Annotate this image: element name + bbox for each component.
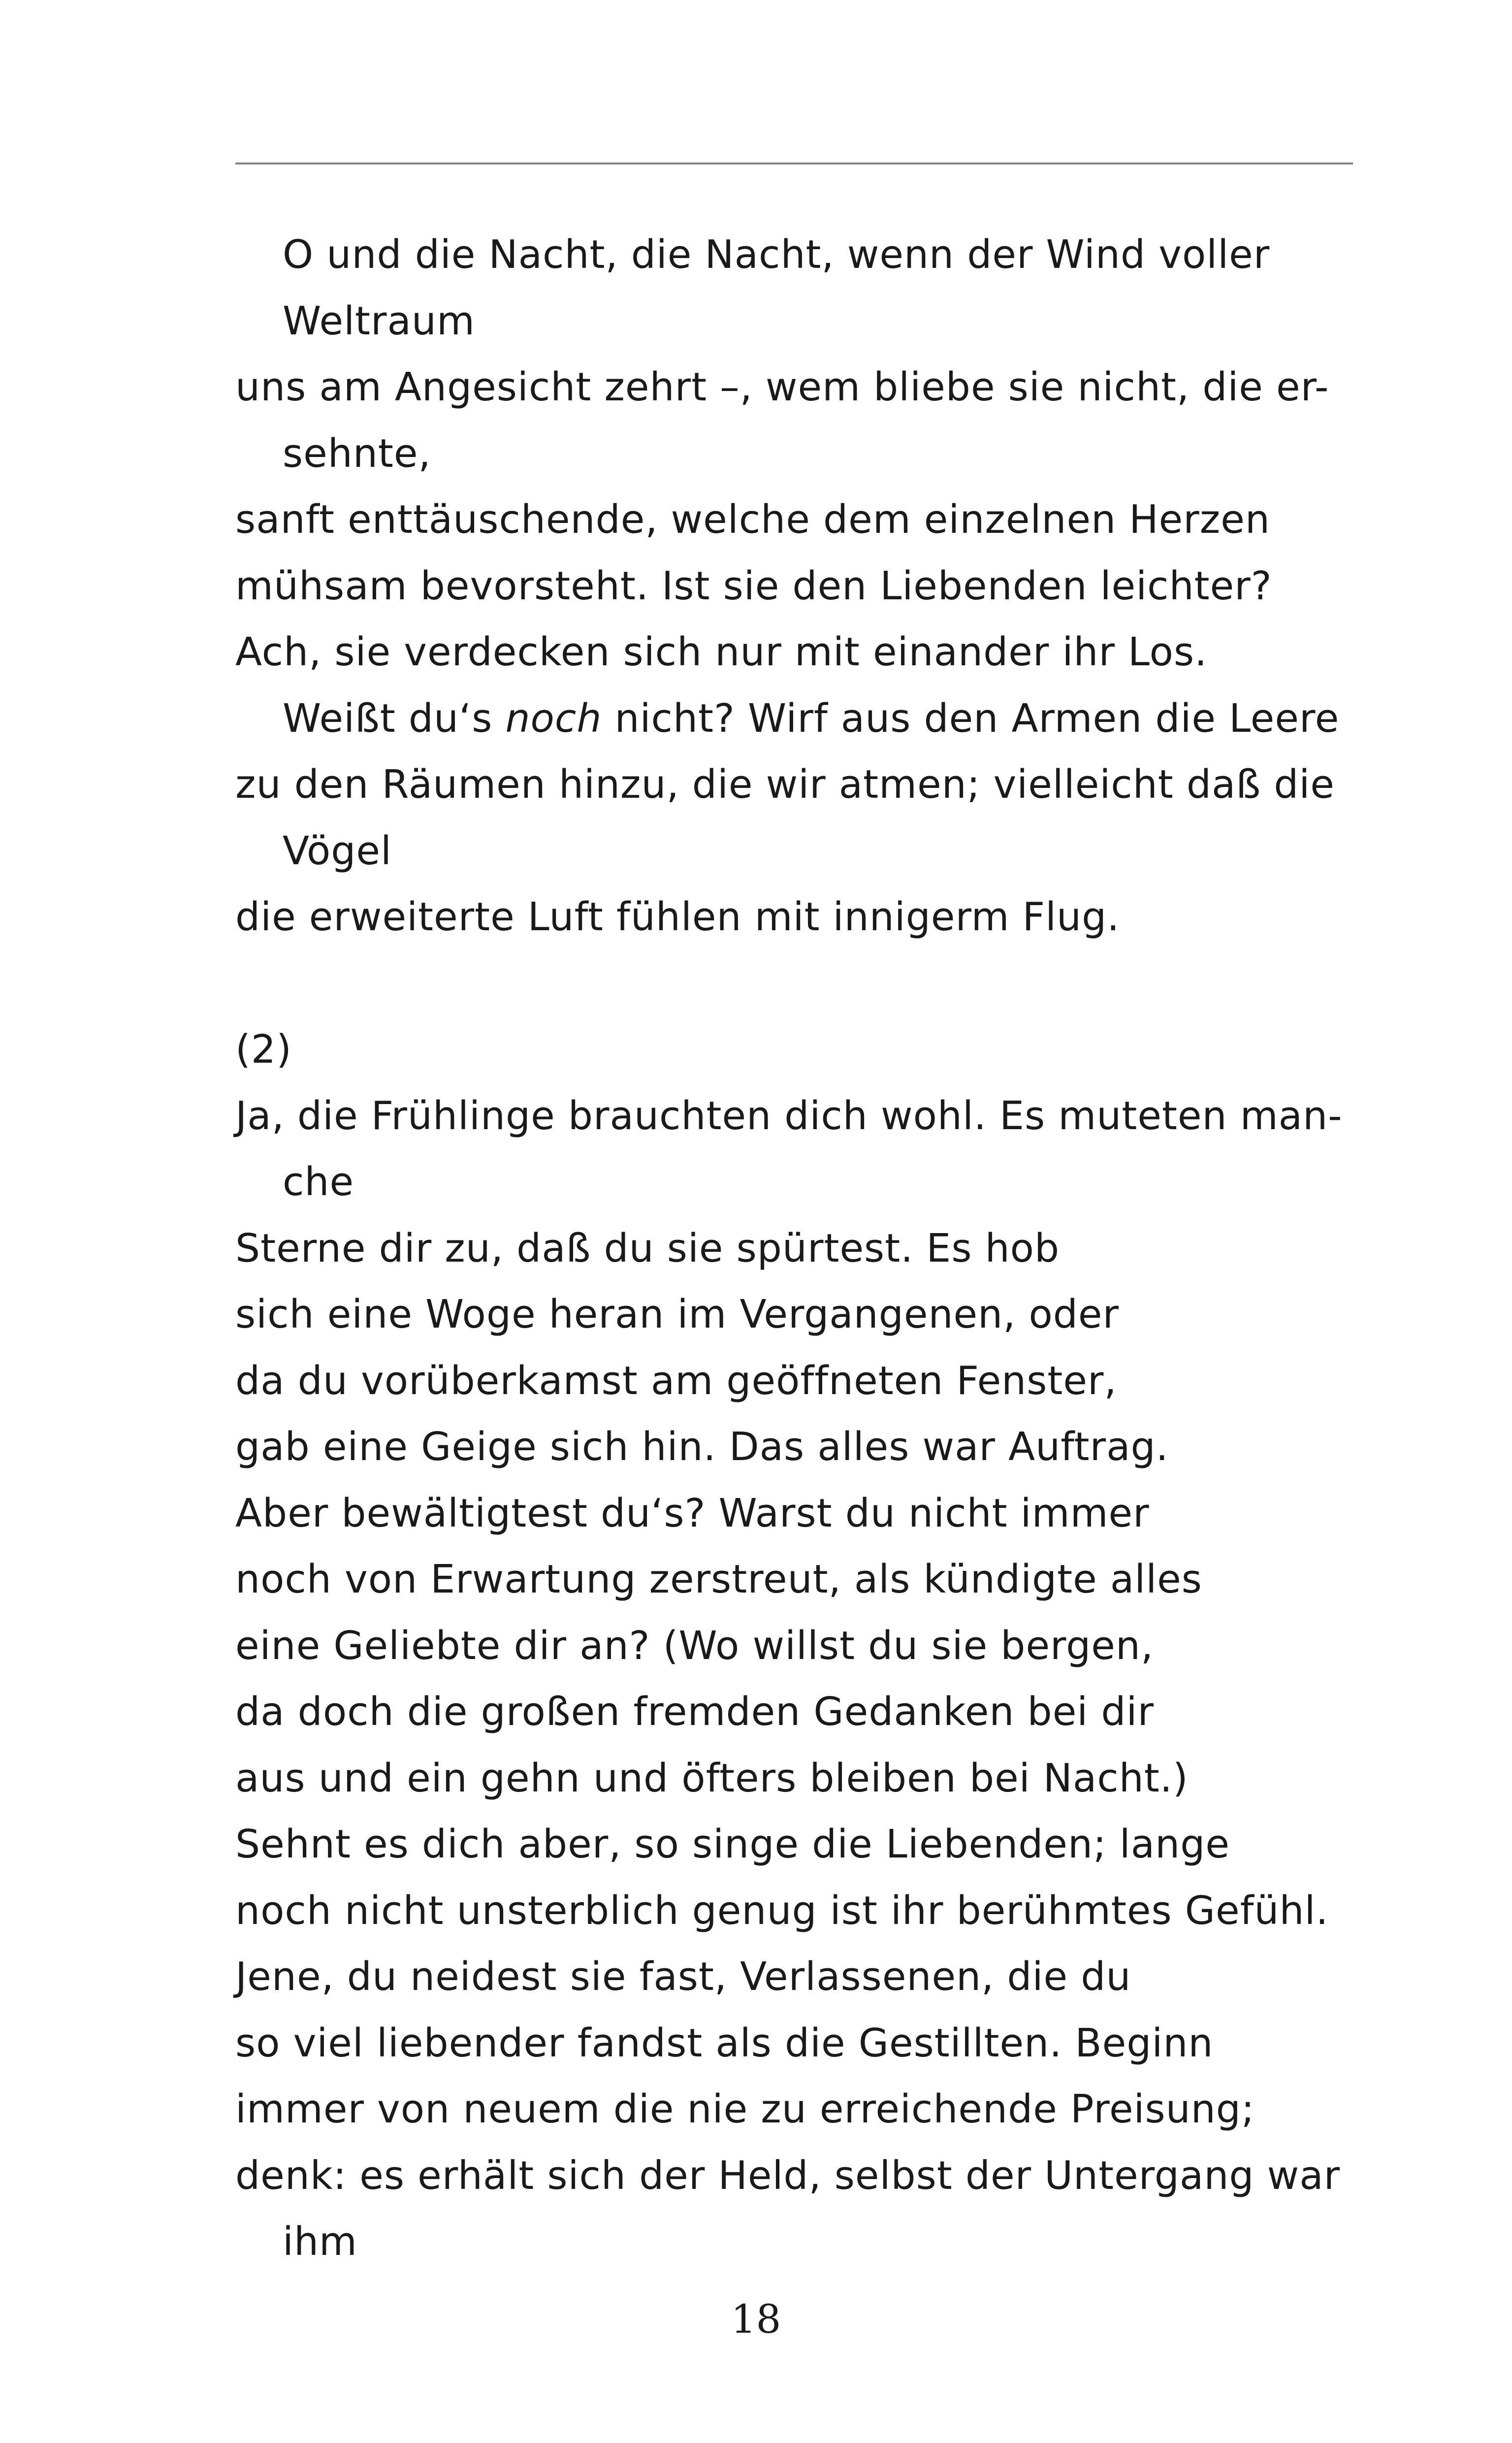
poem-line [235, 685, 1417, 752]
poem-line-continuation: Vögel [283, 828, 392, 874]
poem-line: aus und ein gehn und öfters bleiben bei Nacht.) [235, 1755, 1189, 1801]
header-rule [235, 163, 1353, 164]
page-number: 18 [731, 2296, 781, 2342]
poem-line-segment: nicht? Wirf aus den Armen die Leere [602, 695, 1340, 741]
poem-line: uns am Angesicht zehrt –, wem bliebe sie nicht, die er- [235, 364, 1329, 410]
poem-line: da du vorüberkamst am geöffneten Fenster, [235, 1358, 1117, 1403]
poem-line: Sehnt es dich aber, so singe die Liebenden; lange [235, 1822, 1230, 1867]
poem-line-continuation: sehnte, [283, 430, 431, 476]
poem-line: mühsam bevorsteht. Ist sie den Liebenden leichter? [235, 563, 1272, 609]
poem-line: Ach, sie verdecken sich nur mit einander ihr Los. [235, 629, 1208, 675]
poem-line: O und die Nacht, die Nacht, wenn der Wind voller [283, 232, 1270, 277]
poem-line: so viel liebender fandst als die Gestillten. Beginn [235, 2020, 1214, 2066]
poem-line: gab eine Geige sich hin. Das alles war Auftrag. [235, 1424, 1169, 1469]
poem-line: Jene, du neidest sie fast, Verlassenen, die du [235, 1954, 1131, 1999]
poem-line: da doch die großen fremden Gedanken bei dir [235, 1689, 1154, 1734]
poem-text [235, 222, 1417, 2275]
poem-line: noch nicht unsterblich genug ist ihr berühmtes Gefühl. [235, 1888, 1329, 1933]
poem-line-continuation: Weltraum [283, 298, 475, 344]
poem-line: zu den Räumen hinzu, die wir atmen; vielleicht daß die [235, 762, 1335, 807]
section-marker: (2) [235, 1027, 292, 1072]
poem-line-continuation: che [283, 1159, 354, 1205]
poem-line: sich eine Woge heran im Vergangenen, oder [235, 1292, 1120, 1337]
poem-line: immer von neuem die nie zu erreichende Preisung; [235, 2086, 1255, 2132]
poem-line-segment: Weißt du‘s [283, 695, 506, 741]
poem-line: eine Geliebte dir an? (Wo willst du sie bergen, [235, 1623, 1154, 1668]
poem-line-continuation: ihm [283, 2219, 357, 2264]
poem-line: denk: es erhält sich der Held, selbst der Untergang war [235, 2152, 1341, 2198]
stanza-gap [235, 950, 1417, 1017]
poem-line: die erweiterte Luft fühlen mit innigerm Flug. [235, 894, 1120, 940]
poem-line: noch von Erwartung zerstreut, als kündigte alles [235, 1557, 1202, 1602]
poem-line: Aber bewältigtest du‘s? Warst du nicht immer [235, 1490, 1150, 1536]
poem-line: Ja, die Frühlinge brauchten dich wohl. Es muteten man- [235, 1093, 1343, 1139]
poem-line: sanft enttäuschende, welche dem einzelnen Herzen [235, 497, 1270, 542]
emphasized-word: noch [505, 695, 602, 741]
poem-line: Sterne dir zu, daß du sie spürtest. Es hob [235, 1225, 1060, 1271]
